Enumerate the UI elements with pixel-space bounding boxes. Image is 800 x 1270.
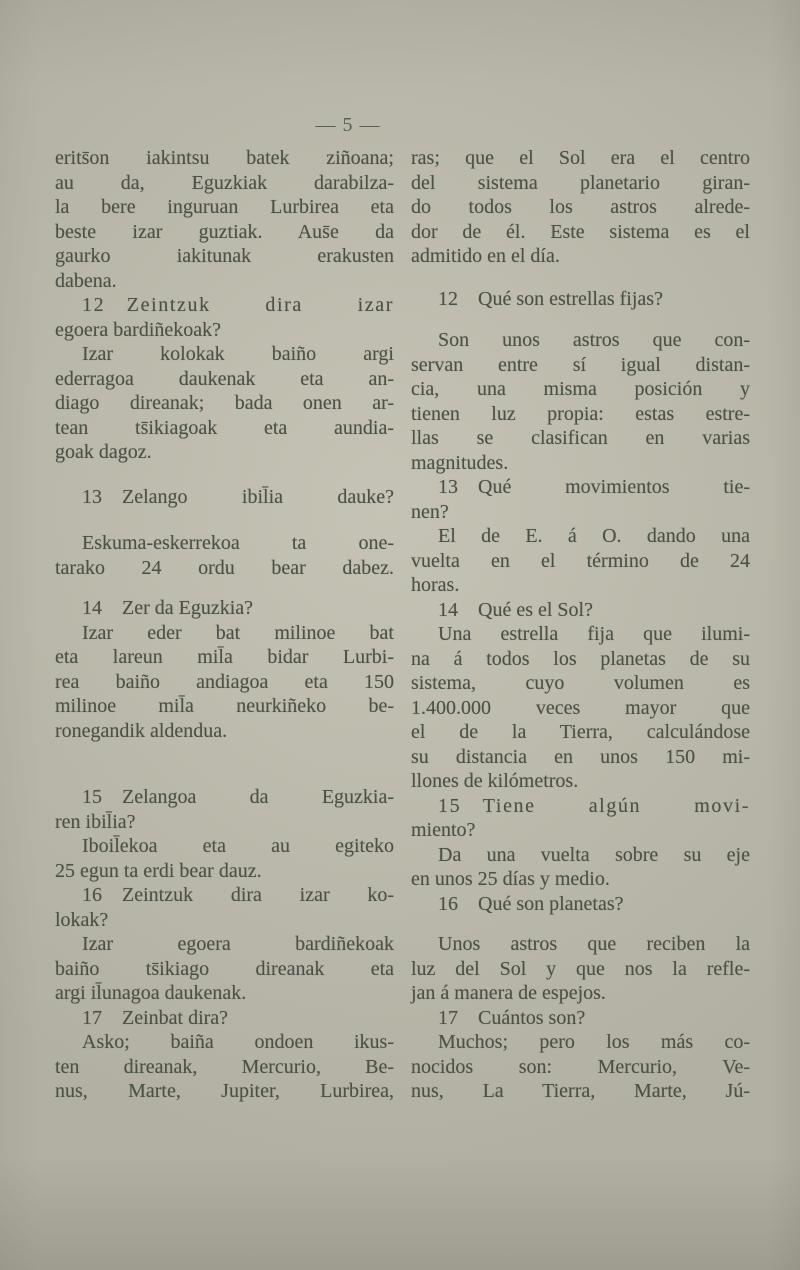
- text-line: beste izar guztiak. Aus̄e da: [55, 220, 394, 243]
- text-line: au da, Eguzkiak darabilza-: [55, 171, 394, 194]
- text-line: 12 Zeintzuk dira izar: [82, 294, 394, 316]
- text-line: llones de kilómetros.: [411, 770, 579, 792]
- text-line: Una estrella fija que ilumi-: [438, 623, 750, 645]
- text-line: ren ibil̄ia?: [55, 810, 136, 833]
- column-basque: [55, 146, 394, 1104]
- text-line: miento?: [411, 819, 476, 841]
- text-line: Izar eder bat milinoe bat: [82, 621, 394, 644]
- text-line: Iboil̄ekoa eta au egiteko: [82, 835, 394, 857]
- text-line: Izar egoera bardiñekoak: [82, 933, 394, 955]
- text-line: ronegandik aldendua.: [55, 719, 228, 742]
- text-line: luz del Sol y que nos la refle-: [411, 957, 750, 980]
- text-line: cia, una misma posición y: [411, 378, 750, 400]
- text-line: El de E. á O. dando una: [438, 525, 750, 547]
- text-line: magnitudes.: [411, 451, 509, 474]
- text-line: nen?: [411, 500, 449, 523]
- text-line: 12 Qué son estrellas fijas?: [438, 287, 663, 310]
- text-line: ederragoa daukenak eta an-: [55, 367, 394, 390]
- text-line: ten direanak, Mercurio, Be-: [55, 1055, 394, 1078]
- text-line: egoera bardiñekoak?: [55, 318, 222, 341]
- text-line: Unos astros que reciben la: [438, 933, 750, 955]
- text-line: jan á manera de espejos.: [411, 982, 606, 1004]
- text-line: nus, Marte, Jupiter, Lurbirea,: [55, 1080, 394, 1102]
- text-line: Eskuma-eskerrekoa ta one-: [82, 532, 394, 554]
- text-line: eta lareun mil̄a bidar Lurbi-: [55, 646, 394, 668]
- text-line: admitido en el día.: [411, 245, 560, 267]
- text-line: tean ts̄ikiagoak eta aundia-: [55, 416, 394, 439]
- text-line: 17 Zeinbat dira?: [82, 1006, 229, 1029]
- text-line: horas.: [411, 574, 460, 596]
- text-line: 13 Qué movimientos tie-: [438, 476, 750, 498]
- text-line: 14 Zer da Eguzkia?: [82, 597, 254, 619]
- text-columns: [55, 146, 750, 1104]
- text-line: servan entre sí igual distan-: [411, 353, 750, 376]
- text-line: Izar kolokak baiño argi: [82, 343, 394, 365]
- text-line: goak dagoz.: [55, 441, 152, 463]
- text-line: 14 Qué es el Sol?: [438, 598, 593, 621]
- text-line: Son unos astros que con-: [438, 329, 750, 351]
- text-line: 1.400.000 veces mayor que: [411, 696, 750, 719]
- text-line: el de la Tierra, calculándose: [411, 721, 750, 743]
- text-line: 16 Zeintzuk dira izar ko-: [82, 884, 394, 906]
- text-line: nocidos son: Mercurio, Ve-: [411, 1055, 750, 1078]
- text-line: baiño ts̄ikiago direanak eta: [55, 957, 394, 980]
- text-line: na á todos los planetas de su: [411, 647, 750, 670]
- text-line: la bere inguruan Lurbirea eta: [55, 196, 394, 218]
- text-line: dor de él. Este sistema es el: [411, 220, 750, 243]
- text-line: 13 Zelango ibil̄ia dauke?: [82, 485, 394, 508]
- text-line: 16 Qué son planetas?: [438, 892, 624, 915]
- text-line: diago direanak; bada onen ar-: [55, 392, 394, 414]
- text-line: sistema, cuyo volumen es: [411, 672, 750, 694]
- text-line: 17 Cuántos son?: [438, 1006, 586, 1029]
- text-line: del sistema planetario giran-: [411, 171, 750, 194]
- text-line: nus, La Tierra, Marte, Jú-: [411, 1080, 750, 1102]
- text-line: do todos los astros alrede-: [411, 196, 750, 218]
- page-number: — 5 —: [315, 114, 381, 136]
- text-line: ras; que el Sol era el centro: [411, 147, 750, 169]
- text-line: Muchos; pero los más co-: [438, 1031, 750, 1053]
- text-line: tarako 24 ordu bear dabez.: [55, 556, 394, 579]
- text-line: Asko; baiña ondoen ikus-: [82, 1031, 394, 1053]
- text-line: 15 Tiene algún movi-: [438, 794, 750, 817]
- text-line: gaurko iakitunak erakusten: [55, 245, 394, 267]
- text-line: lokak?: [55, 908, 109, 931]
- text-line: Da una vuelta sobre su eje: [438, 843, 750, 866]
- text-line: argi il̄unagoa daukenak.: [55, 982, 247, 1004]
- text-line: erits̄on iakintsu batek ziñoana;: [55, 147, 394, 169]
- text-line: tienen luz propia: estas estre-: [411, 402, 750, 425]
- text-line: llas se clasifican en varias: [411, 427, 750, 449]
- text-line: milinoe mil̄a neurkiñeko be-: [55, 695, 394, 717]
- text-line: dabena.: [55, 269, 117, 292]
- text-line: su distancia en unos 150 mi-: [411, 745, 750, 768]
- text-line: en unos 25 días y medio.: [411, 868, 610, 890]
- text-line: 15 Zelangoa da Eguzkia-: [82, 786, 394, 808]
- column-spanish: [411, 146, 750, 1104]
- text-line: 25 egun ta erdi bear dauz.: [55, 859, 262, 882]
- text-line: vuelta en el término de 24: [411, 549, 750, 572]
- text-line: rea baiño andiagoa eta 150: [55, 670, 394, 693]
